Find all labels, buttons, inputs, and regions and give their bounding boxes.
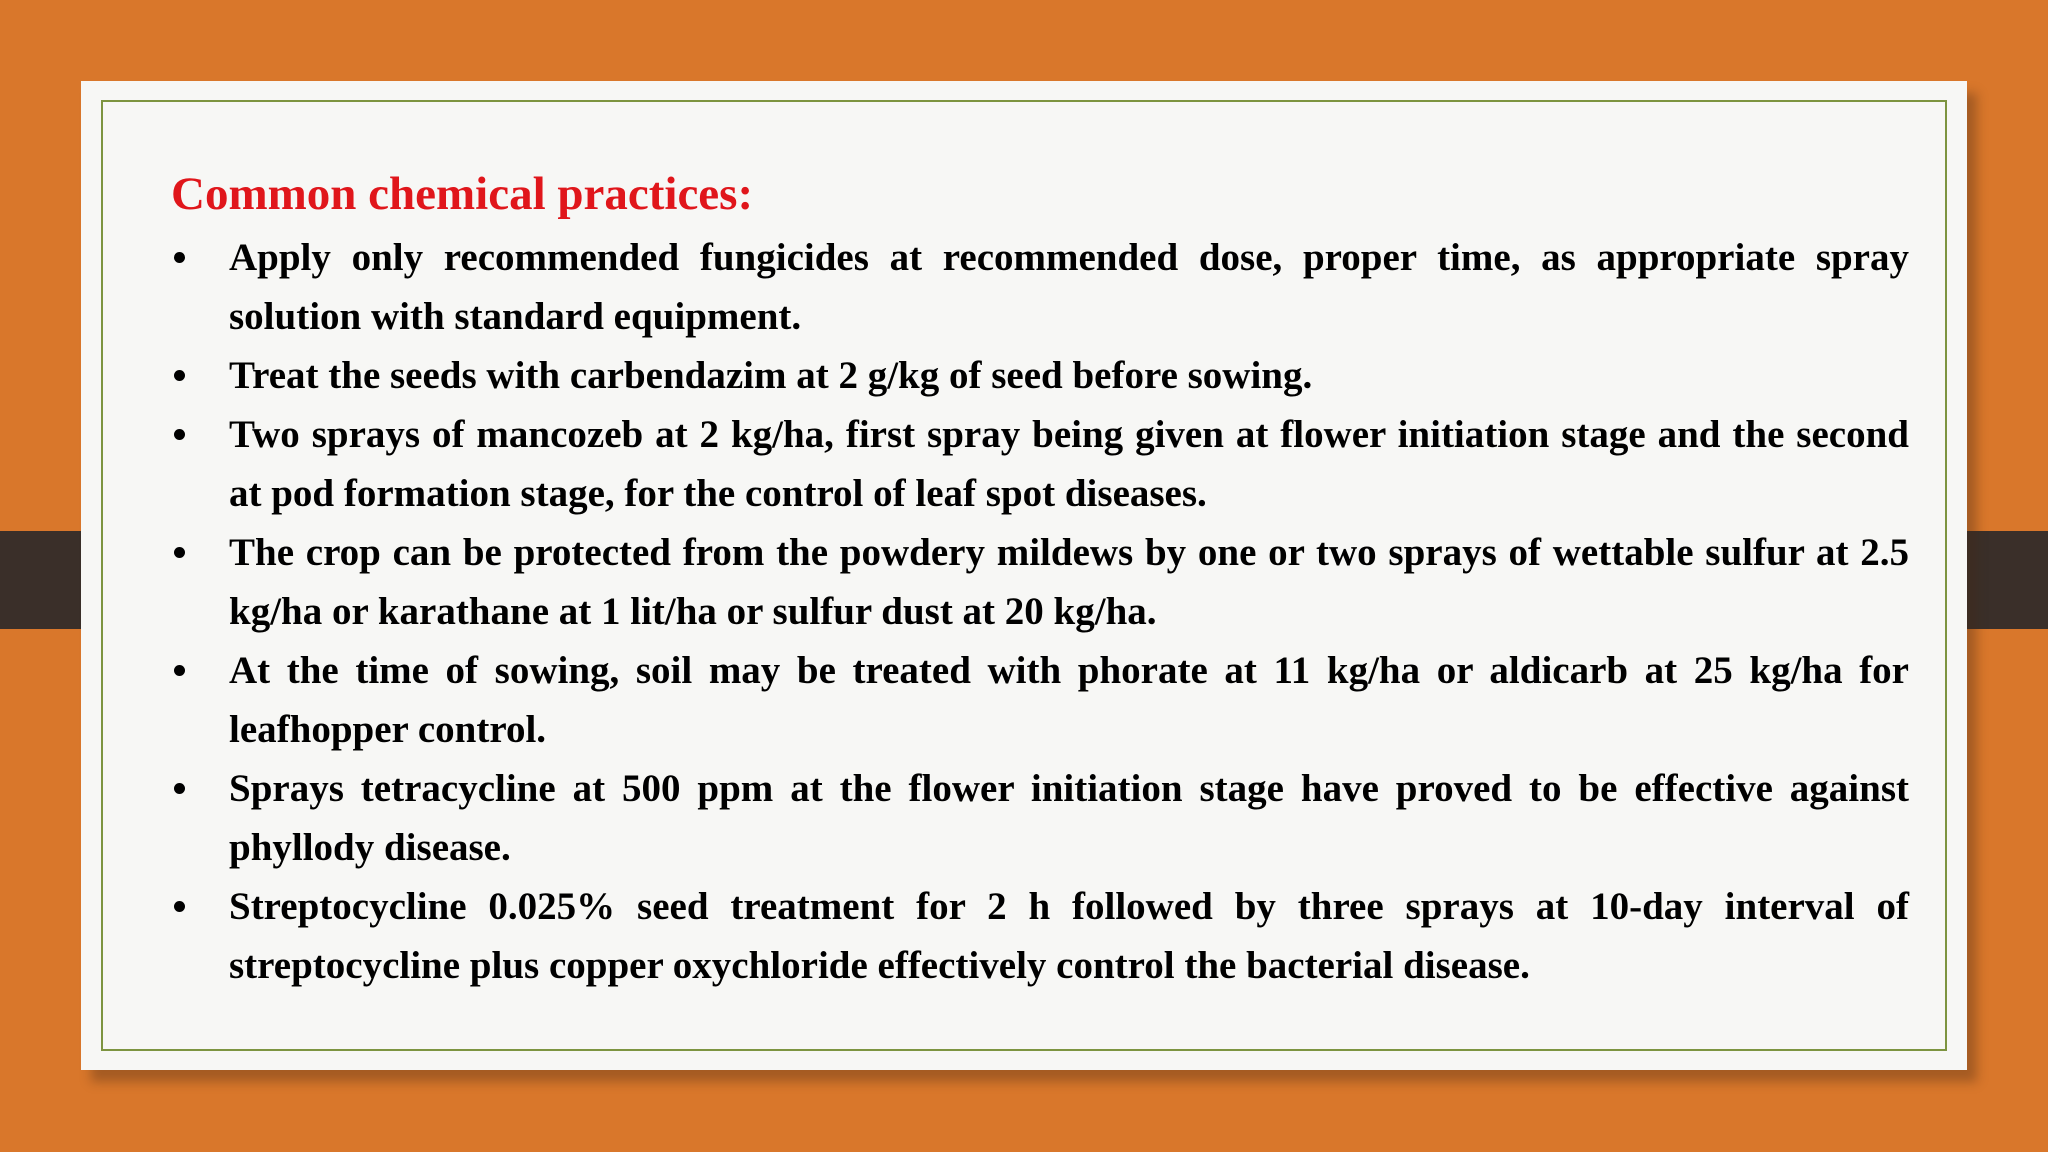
bullet-text: At the time of sowing, soil may be treated with phorate at 11 kg/ha or aldicarb at 25 kg/ha for leafhopper control. xyxy=(229,649,1909,751)
bullet-text: The crop can be protected from the powdery mildews by one or two sprays of wettable sulfur at 2.5 kg/ha or karathane at 1 lit/ha or sulfur dust at 20 kg/ha. xyxy=(229,531,1909,633)
bullet-text: Treat the seeds with carbendazim at 2 g/kg of seed before sowing. xyxy=(229,354,1313,397)
bullet-item xyxy=(171,405,1909,523)
bullet-dot-icon xyxy=(174,547,185,558)
bullet-item xyxy=(171,759,1909,877)
bullet-item xyxy=(171,228,1909,346)
bullet-text: Sprays tetracycline at 500 ppm at the flower initiation stage have proved to be effective against phyllody disease. xyxy=(229,767,1909,869)
bullet-dot-icon xyxy=(174,252,185,263)
slide-card xyxy=(81,81,1967,1070)
bullet-item xyxy=(171,346,1909,405)
bullet-text: Apply only recommended fungicides at recommended dose, proper time, as appropriate spray solution with standard equipment. xyxy=(229,236,1909,338)
bullet-list xyxy=(171,228,1909,995)
slide-content xyxy=(171,166,1909,995)
bullet-text: Two sprays of mancozeb at 2 kg/ha, first spray being given at flower initiation stage and the second at pod formation stage, for the control of leaf spot diseases. xyxy=(229,413,1909,515)
bullet-dot-icon xyxy=(174,901,185,912)
bullet-item xyxy=(171,523,1909,641)
bullet-dot-icon xyxy=(174,665,185,676)
bullet-item xyxy=(171,877,1909,995)
bullet-dot-icon xyxy=(174,429,185,440)
bullet-text: Streptocycline 0.025% seed treatment for 2 h followed by three sprays at 10-day interval of streptocycline plus copper oxychloride effectively control the bacterial disease. xyxy=(229,885,1909,987)
bullet-dot-icon xyxy=(174,370,185,381)
bullet-item xyxy=(171,641,1909,759)
slide-title: Common chemical practices: xyxy=(171,168,754,220)
bullet-dot-icon xyxy=(174,783,185,794)
